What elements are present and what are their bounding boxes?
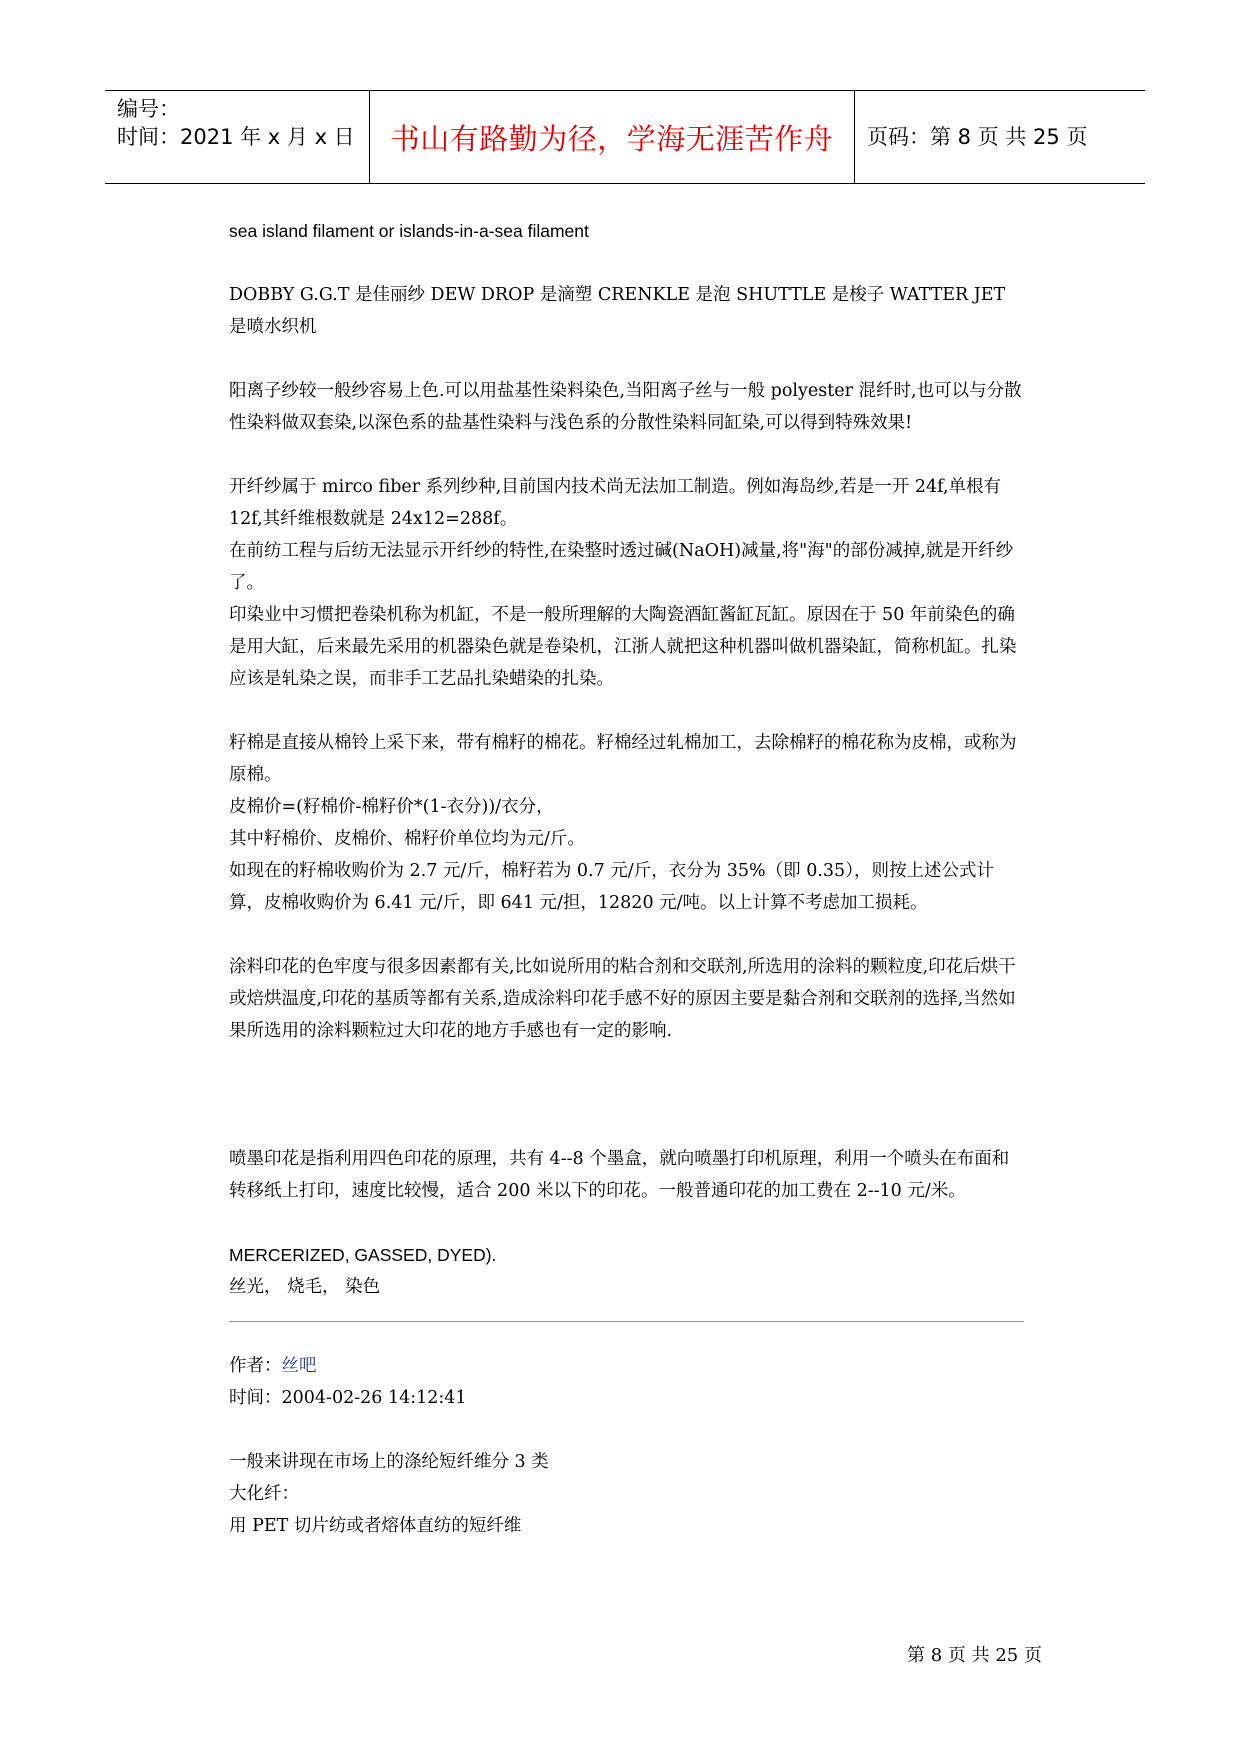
post-author-line — [229, 1350, 1024, 1382]
paragraph-sea-island: sea island filament or islands-in-a-sea filament — [229, 221, 589, 241]
paragraph-split-yarn-process: 在前纺工程与后纺无法显示开纤纱的特性,在染整时透过碱(NaOH)减量,将"海"的部份减掉,就是开纤纱了。 — [229, 541, 1014, 593]
header-middle-cell — [370, 91, 855, 183]
paragraph-seed-cotton: 籽棉是直接从棉铃上采下来，带有棉籽的棉花。籽棉经过轧棉加工，去除棉籽的棉花称为皮棉，或称为原棉。 — [229, 733, 1017, 785]
post-line-polyester-categories: 一般来讲现在市场上的涤纶短纤维分 3 类 — [229, 1452, 549, 1472]
paragraph-inkjet-printing: 喷墨印花是指利用四色印花的原理，共有 4--8 个墨盒，就向喷墨打印机原理，利用一个喷头在布面和转移纸上打印，速度比较慢，适合 200 米以下的印花。一般普通印花的加工费在 2--10 元/米。 — [229, 1149, 1010, 1201]
page-footer: 第 8 页 共 25 页 — [907, 1645, 1042, 1666]
paragraph-price-example: 如现在的籽棉收购价为 2.7 元/斤，棉籽若为 0.7 元/斤，衣分为 35%（即 0.35），则按上述公式计算，皮棉收购价为 6.41 元/斤，即 641 元/担，12820 元/吨。以上计算不考虑加工损耗。 — [229, 861, 994, 913]
post-author-label: 作者： — [229, 1356, 282, 1376]
header-motto: 书山有路勤为径，学海无涯苦作舟 — [390, 122, 834, 156]
paragraph-dobby: DOBBY G.G.T 是佳丽纱 DEW DROP 是滴塑 CRENKLE 是泡 SHUTTLE 是梭子 WATTER JET 是喷水织机 — [229, 285, 1006, 337]
paragraph-jigger: 印染业中习惯把卷染机称为机缸，不是一般所理解的大陶瓷酒缸酱缸瓦缸。原因在于 50 年前染色的确是用大缸，后来最先采用的机器染色就是卷染机，江浙人就把这种机器叫做机器染缸，简称机缸。扎染应该是轧染之误，而非手工艺品扎染蜡染的扎染。 — [229, 605, 1017, 689]
paragraph-price-units: 其中籽棉价、皮棉价、棉籽价单位均为元/斤。 — [229, 829, 585, 849]
document-time-label: 时间：2021 年 x 月 x 日 — [117, 125, 355, 149]
document-body — [229, 215, 1024, 1542]
post-author-name[interactable]: 丝吧 — [281, 1356, 317, 1376]
paragraph-split-yarn: 开纤纱属于 mirco fiber 系列纱种,目前国内技术尚无法加工制造。例如海岛纱,若是一开 24f,单根有 12f,其纤维根数就是 24x12=288f。 — [229, 477, 1002, 529]
paragraph-lint-price-formula: 皮棉价=(籽棉价-棉籽价*(1-衣分))/衣分， — [229, 797, 554, 817]
paragraph-pigment-printing: 涂料印花的色牢度与很多因素都有关,比如说所用的粘合剂和交联剂,所选用的涂料的颗粒度,印花后烘干或焙烘温度,印花的基质等都有关系,造成涂料印花手感不好的原因主要是黏合剂和交联剂的选择,当然如果所选用的涂料颗粒过大印花的地方手感也有一定的影响. — [229, 957, 1016, 1041]
paragraph-cationic-yarn: 阳离子纱较一般纱容易上色.可以用盐基性染料染色,当阳离子丝与一般 polyester 混纤时,也可以与分散性染料做双套染,以深色系的盐基性染料与浅色系的分散性染料同缸染,可以得到特殊效果! — [229, 381, 1022, 433]
document-number-label: 编号： — [117, 97, 180, 121]
header-right-cell — [855, 91, 1145, 183]
paragraph-mercerized: MERCERIZED, GASSED, DYED). — [229, 1245, 497, 1265]
horizontal-rule — [229, 1321, 1024, 1322]
page-header — [105, 90, 1145, 184]
post-line-pet-staple: 用 PET 切片纺或者熔体直纺的短纤维 — [229, 1516, 522, 1536]
post-line-large-fiber: 大化纤： — [229, 1484, 299, 1504]
post-time: 时间：2004-02-26 14:12:41 — [229, 1388, 467, 1408]
paragraph-mercerized-translation: 丝光， 烧毛， 染色 — [229, 1277, 381, 1297]
header-left-cell — [105, 91, 370, 183]
header-page-info: 页码：第 8 页 共 25 页 — [867, 125, 1088, 149]
